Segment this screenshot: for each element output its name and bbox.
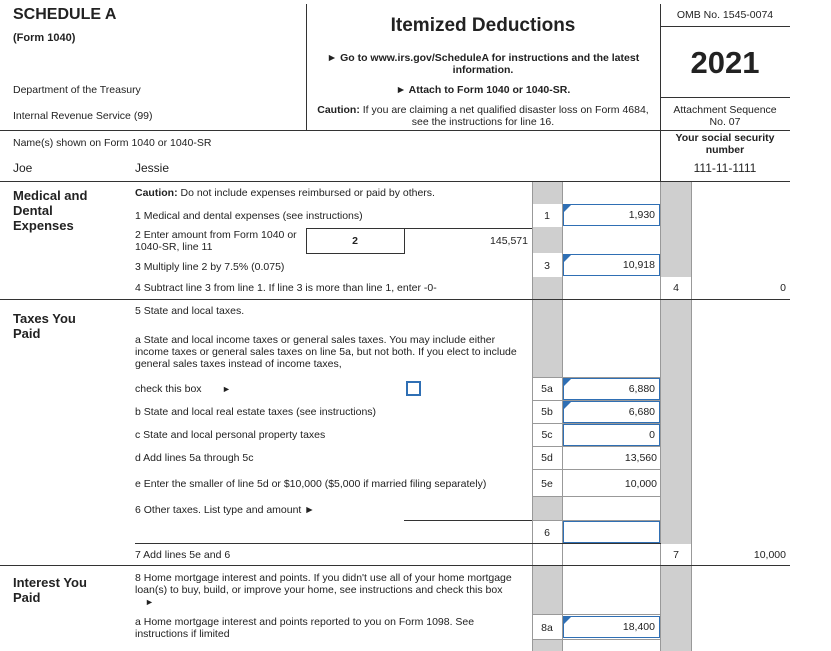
attachment-sequence: Attachment Sequence	[673, 104, 777, 116]
line-2-amount[interactable]: 145,571	[490, 235, 528, 247]
line-8a-label: a Home mortgage interest and points reported to you on Form 1098. See instructions if limited	[135, 616, 475, 640]
line-8a-amount-field[interactable]: 18,400	[563, 616, 660, 638]
line-4-amount[interactable]: 0	[780, 282, 786, 294]
line-4-label: 4 Subtract line 3 from line 1. If line 3 is more than line 1, enter -0-	[135, 282, 437, 294]
ssn-value[interactable]: 111-11-1111	[693, 161, 757, 175]
line-7-amount[interactable]: 10,000	[753, 549, 786, 561]
schedule-title: SCHEDULE A	[13, 6, 117, 23]
ssn-label: Your social security number	[675, 132, 775, 156]
line-5d-number: 5d	[541, 452, 553, 464]
sales-tax-checkbox[interactable]	[406, 381, 421, 396]
first-name[interactable]: Joe	[13, 161, 33, 175]
medical-caution-text: Do not include expenses reimbursed or paid by others.	[177, 187, 435, 199]
attach-text: ► Attach to Form 1040 or 1040-SR.	[395, 84, 571, 96]
medical-section-title: Medical and Dental Expenses	[13, 188, 88, 233]
taxes-section-title: Taxes You Paid	[13, 311, 76, 341]
line-3-number: 3	[544, 260, 550, 272]
tax-year: 2021	[690, 45, 760, 80]
check-box-label: check this box	[135, 383, 202, 395]
line-5c-number: 5c	[541, 429, 553, 441]
line-6-label: 6 Other taxes. List type and amount ►	[135, 504, 315, 516]
line-5e-label: e Enter the smaller of line 5d or $10,000 ($5,000 if married filing separately)	[135, 478, 487, 490]
caution-bold: Caution:	[317, 104, 360, 116]
line-5a-amount-field[interactable]: 6,880	[563, 378, 660, 400]
line-7-number: 7	[661, 544, 691, 566]
line-3-label: 3 Multiply line 2 by 7.5% (0.075)	[135, 261, 285, 273]
interest-section-title: Interest You Paid	[13, 575, 87, 605]
line-8-text: 8 Home mortgage interest and points. If you didn't use all of your home mortgage loan(s) to buy, build, or improve your home, see instructions and check this box	[135, 572, 512, 596]
line-5c-label: c State and local personal property taxes	[135, 429, 326, 441]
line-5c-amount-field[interactable]: 0	[563, 424, 660, 446]
form-reference: (Form 1040)	[13, 32, 76, 44]
instructions-link-text: ► Go to www.irs.gov/ScheduleA for instructions and the latest information.	[326, 52, 640, 76]
medical-caution-bold: Caution:	[135, 187, 178, 199]
line-5d-amount[interactable]: 13,560	[624, 452, 657, 464]
line-8-label	[135, 572, 515, 608]
form-main-title: Itemized Deductions	[390, 15, 576, 36]
line-1-amount-field[interactable]: 1,930	[563, 204, 660, 226]
line-5-label: 5 State and local taxes.	[135, 305, 245, 317]
caution-note	[316, 104, 650, 128]
line-5e-number: 5e	[541, 478, 553, 490]
line-6-number: 6	[544, 527, 550, 539]
line-2-number: 2	[352, 235, 358, 247]
line-5a-number: 5a	[541, 383, 553, 395]
last-name[interactable]: Jessie	[135, 161, 170, 175]
line-5e-amount[interactable]: 10,000	[624, 478, 657, 490]
line-5b-number: 5b	[541, 406, 553, 418]
line-5a-label: a State and local income taxes or general sales taxes. You may include either income taxes or general sales taxes on line 5a, but not both. If you elect to include general sales taxes instead of income taxes,	[135, 334, 517, 370]
check-box-arrow: ►	[222, 384, 231, 394]
caution-text: If you are claiming a net qualified disaster loss on Form 4684, see the instructions for line 16.	[359, 104, 649, 128]
irs-label: Internal Revenue Service (99)	[13, 110, 153, 122]
department-label: Department of the Treasury	[13, 84, 141, 96]
line-5d-label: d Add lines 5a through 5c	[135, 452, 254, 464]
sequence-number: No. 07	[709, 116, 741, 128]
medical-caution	[135, 187, 435, 199]
line-8a-number: 8a	[541, 622, 553, 634]
line-1-label: 1 Medical and dental expenses (see instructions)	[135, 210, 363, 222]
line-8-arrow: ►	[145, 597, 154, 607]
line-5b-label: b State and local real estate taxes (see instructions)	[135, 406, 377, 418]
omb-number: OMB No. 1545-0074	[676, 9, 774, 21]
line-1-number: 1	[544, 210, 550, 222]
line-6-amount-field[interactable]	[563, 521, 660, 543]
line-7-label: 7 Add lines 5e and 6	[135, 549, 231, 561]
line-5b-amount-field[interactable]: 6,680	[563, 401, 660, 423]
names-label: Name(s) shown on Form 1040 or 1040-SR	[13, 137, 212, 149]
line-4-number: 4	[661, 277, 691, 299]
line-3-amount-field[interactable]: 10,918	[563, 254, 660, 276]
line-2-label: 2 Enter amount from Form 1040 or 1040-SR, line 11	[135, 229, 297, 253]
